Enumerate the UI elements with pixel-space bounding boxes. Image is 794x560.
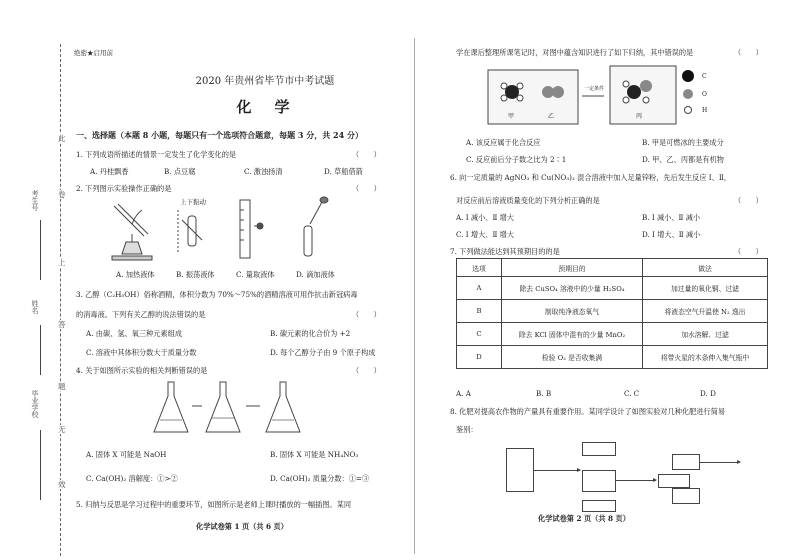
seal-char: 无: [58, 425, 66, 434]
q3-option-b: B. 碳元素的化合价为 +2: [270, 329, 351, 338]
q3-option-d: D. 每个乙醇分子由 9 个原子构成: [270, 348, 376, 357]
q6-option-b: B. Ⅰ 减小、Ⅱ 减小: [642, 213, 701, 222]
seal-char: 上: [58, 258, 66, 267]
flow-box-branch-mid: [582, 470, 616, 492]
flow-arrow: [616, 480, 656, 481]
q1-option-c: C. 激浊扬清: [244, 167, 283, 176]
q3-line1: 3. 乙醇（C₂H₅OH）俗称酒精，体积分数为 70%～75%的酒精溶液可用作抗击新冠病毒: [76, 290, 358, 299]
subject-title: 化 学: [236, 98, 294, 116]
q2-option-c: C. 量取液体: [236, 270, 275, 279]
q7-option-b: B. B: [536, 389, 552, 398]
table-cell: 制取纯净液态氧气: [502, 300, 643, 323]
field-name: 姓名: [31, 300, 39, 314]
flask-1-icon: [154, 382, 188, 432]
table-cell: 将带火星的木条伸入集气瓶中: [643, 346, 768, 369]
shaking-tube-illustration: [178, 210, 202, 254]
flow-box-result-bottom: [672, 488, 700, 504]
q5-option-b: B. 甲是可燃冰的主要成分: [642, 138, 724, 147]
q5-molecule-figure: [486, 62, 746, 128]
answer-paren: （ ）: [352, 150, 381, 159]
q7-option-a: A. A: [456, 389, 471, 398]
q5-option-c: C. 反应前后分子数之比为 2∶1: [466, 155, 567, 164]
seal-char: 效: [58, 480, 66, 489]
secret-mark: 绝密★启用前: [74, 49, 113, 57]
q6-option-d: D. Ⅰ 增大、Ⅱ 减小: [642, 230, 701, 239]
table-cell: C: [457, 323, 502, 346]
legend-c: C: [702, 73, 707, 80]
q6-option-c: C. Ⅰ 增大、Ⅱ 增大: [456, 230, 515, 239]
q2-option-a: A. 加热液体: [116, 270, 155, 279]
blank-line: [40, 325, 41, 375]
table-header: 选项: [457, 259, 502, 277]
table-cell: D: [457, 346, 502, 369]
q4-option-d: D. Ca(OH)₂ 质量分数：①=③: [270, 474, 370, 483]
table-header: 预期目的: [502, 259, 643, 277]
table-row: [457, 346, 768, 369]
table-cell: 除去 CuSO₄ 溶液中的少量 H₂SO₄: [502, 277, 643, 300]
seal-char: 此: [58, 134, 66, 143]
flask-3-icon: [266, 382, 300, 432]
answer-paren: （ ）: [352, 310, 381, 319]
q5-line2: 学在课后整理所课笔记时，对图中蕴含知识进行了如下归纳，其中错误的是: [456, 48, 694, 57]
flow-box-start: [506, 448, 534, 492]
q3-option-a: A. 由碳、氢、氧三种元素组成: [86, 329, 183, 338]
molecule-label-jia: 甲: [508, 113, 515, 120]
q4-option-c: C. Ca(OH)₂ 溶解度：①>②: [86, 474, 178, 483]
flow-box-result-top: [672, 454, 700, 470]
answer-paren: （ ）: [352, 184, 381, 193]
q7-option-d: D. D: [700, 389, 716, 398]
answer-paren: （ ）: [734, 247, 763, 256]
binding-strip: [0, 0, 62, 560]
table-cell: 将液态空气升温使 N₂ 逸出: [643, 300, 768, 323]
blank-line: [40, 220, 41, 280]
q5-option-a: A. 该反应属于化合反应: [466, 138, 541, 147]
q1-stem: 1. 下列成语所描述的情景一定发生了化学变化的是: [76, 150, 237, 159]
q4-flask-figure: [148, 376, 318, 440]
q2-shake-label: 上下振动: [180, 198, 206, 206]
q6-line1: 6. 向一定质量的 AgNO₃ 和 Cu(NO₃)₂ 混合溶液中加入足量锌粉，先后发生反应 Ⅰ、Ⅱ，: [450, 173, 731, 182]
section-heading: 一、选择题（本题 8 小题，每题只有一个选项符合题意，每题 3 分，共 24 分）: [76, 130, 363, 140]
oxygen-atom-icon: [683, 89, 693, 99]
flow-arrow: [534, 470, 580, 471]
q6-option-a: A. Ⅰ 减小、Ⅱ 增大: [456, 213, 514, 222]
molecule-label-yi: 乙: [548, 113, 555, 120]
q8-line2: 鉴别：: [456, 425, 478, 434]
q3-line2: 的消毒液。下列有关乙醇的说法错误的是: [76, 310, 206, 319]
q2-option-d: D. 滴加液体: [296, 270, 335, 279]
table-cell: 检验 O₂ 是否收集满: [502, 346, 643, 369]
table-cell: B: [457, 300, 502, 323]
legend-h: H: [702, 107, 708, 114]
q6-line2: 对反应前后溶液质量变化的下列分析正确的是: [456, 196, 600, 205]
q3-option-c: C. 溶液中其体积分数大于质量分数: [86, 348, 197, 357]
blank-line: [40, 430, 41, 500]
answer-paren: （ ）: [734, 48, 763, 57]
q5-line1: 5. 归纳与反思是学习过程中的重要环节，如图所示是老师上课时播放的一幅插图。某同: [76, 500, 352, 509]
reaction-condition: 一定条件: [584, 86, 605, 92]
q1-option-a: A. 丹桂飘香: [90, 167, 129, 176]
answer-paren: （ ）: [352, 366, 381, 375]
seal-char: 题: [58, 382, 66, 391]
footer-page-2: 化学试卷第 2 页（共 8 页）: [538, 514, 630, 523]
graduated-cylinder-illustration: [240, 200, 263, 258]
flask-2-icon: [206, 382, 240, 432]
q2-stem: 2. 下列图示实验操作正确的是: [76, 184, 172, 193]
page-divider: [414, 38, 415, 554]
seal-char: 答: [58, 320, 66, 329]
q4-stem: 4. 关于如图所示实验的相关判断错误的是: [76, 366, 208, 375]
answer-paren: （ ）: [734, 196, 763, 205]
product-box: [610, 66, 676, 124]
table-row: [457, 277, 768, 300]
exam-title: 2020 年贵州省毕节市中考试题: [195, 76, 335, 87]
hydrogen-atom-icon: [685, 107, 692, 114]
table-row: [457, 323, 768, 346]
q2-apparatus-figure: [108, 196, 348, 266]
flow-box-branch-top: [582, 442, 616, 456]
field-examinee-number: 考生号: [31, 190, 39, 211]
q7-option-c: C. C: [624, 389, 640, 398]
table-row: [457, 300, 768, 323]
q7-table: [456, 258, 768, 369]
molecule-label-bing: 丙: [636, 113, 643, 120]
flow-box-branch-bottom: [582, 500, 616, 512]
table-header: 做法: [643, 259, 768, 277]
q8-line1: 8. 化肥对提高农作物的产量具有重要作用。某同学设计了如图实验对几种化肥进行简易: [450, 407, 726, 416]
q1-option-b: B. 点豆腐: [164, 167, 196, 176]
test-tube-heating-illustration: [112, 204, 152, 260]
q4-option-a: A. 固体 X 可能是 NaOH: [86, 450, 167, 459]
carbon-atom-icon: [682, 70, 694, 82]
q7-stem: 7. 下列做法能达到其预期目的的是: [450, 247, 560, 256]
flow-box-test: [658, 474, 690, 488]
table-header-row: [457, 259, 768, 277]
field-school: 毕业学校: [31, 390, 39, 418]
dropper-tube-illustration: [304, 197, 328, 256]
footer-page-1: 化学试卷第 1 页（共 6 页）: [196, 522, 288, 531]
table-cell: 除去 KCl 固体中混有的少量 MnO₂: [502, 323, 643, 346]
table-cell: A: [457, 277, 502, 300]
q5-option-d: D. 甲、乙、丙都是有机物: [642, 155, 724, 164]
seal-char: 卷: [58, 190, 66, 199]
q2-option-b: B. 振荡液体: [176, 270, 215, 279]
table-cell: 加过量的氧化铜、过滤: [643, 277, 768, 300]
q1-option-d: D. 草船借箭: [324, 167, 363, 176]
q4-option-b: B. 固体 X 可能是 NH₄NO₃: [270, 450, 359, 459]
legend-o: O: [702, 91, 707, 98]
table-cell: 加水溶解、过滤: [643, 323, 768, 346]
